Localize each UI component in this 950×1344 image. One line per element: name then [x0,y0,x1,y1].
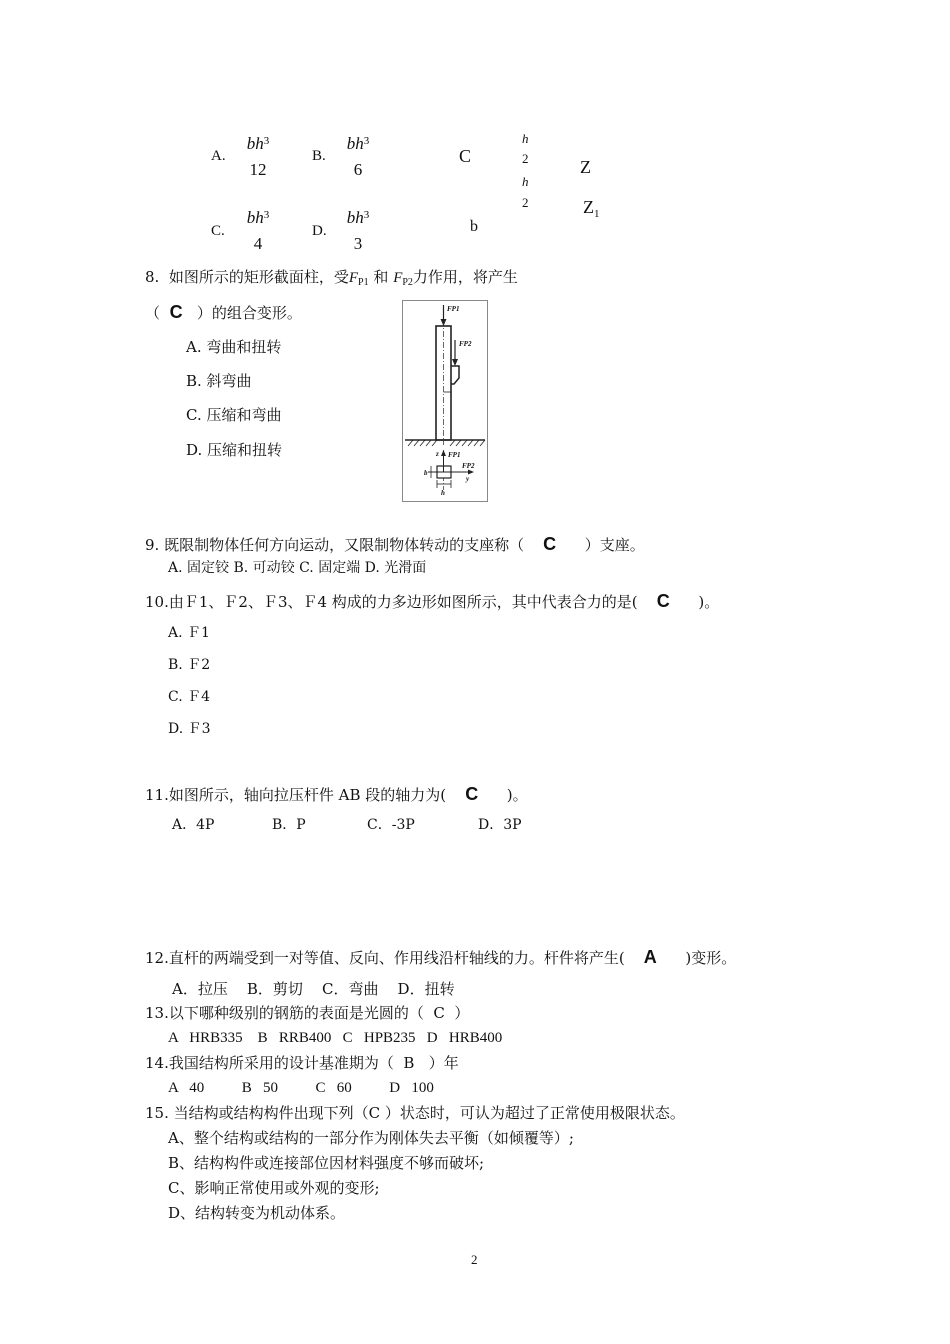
q11-question: 11.如图所示，轴向拉压杆件 AB 段的轴力为( C )。 [145,784,528,804]
q13-question: 13.以下哪种级别的钢筋的表面是光圆的（ C ） [145,1004,470,1022]
q7-figure-label-b: b [470,218,478,235]
q14-options: A 40 B 50 C 60 D 100 [168,1080,434,1096]
q10-option-a: A. Ｆ1 [168,625,210,641]
q7-c-numerator: bh [246,208,264,227]
q8-option-c: C. 压缩和弯曲 [186,406,282,424]
q7-b-denominator: 6 [353,160,363,179]
q7-figure-axis-z: Z [580,157,591,177]
q9-question: 9. 既限制物体任何方向运动，又限制物体转动的支座称（ C ）支座。 [145,534,645,554]
q8-option-d: D. 压缩和扭转 [186,441,283,459]
q7-d-denominator: 3 [353,234,363,253]
q11-option-c: C．-3P [367,817,415,833]
q7-option-b-label: B. [312,148,326,164]
page-number: 2 [471,1252,478,1267]
q7-a-exponent: 3 [263,135,270,147]
fig-label-h: h [441,489,445,497]
fig-label-b: b [424,469,428,477]
q10-option-c: C. Ｆ4 [168,689,211,705]
q7-d-exponent: 3 [363,209,370,221]
q10-option-d: D. Ｆ3 [168,721,211,737]
q12-question: 12.直杆的两端受到一对等值、反向、作用线沿杆轴线的力。杆件将产生( A )变形。 [145,947,737,967]
q8-question: 8. 如图所示的矩形截面柱，受$F_{P1}$ 和 $F_{P2}$力作用，将产生 [145,268,518,288]
q7-option-b-fraction [340,131,376,180]
q14-question: 14.我国结构所采用的设计基准期为（ B ）年 [145,1054,459,1072]
q11-option-d: D．3P [478,817,522,833]
q8-question-line2: （ C ）的组合变形。 [145,302,302,322]
q11-option-b: B．P [272,817,306,833]
q8-option-b: B. 斜弯曲 [186,372,252,390]
q12-answer: A [643,947,657,967]
q9-options: A. 固定铰 B. 可动铰 C. 固定端 D. 光滑面 [168,560,427,576]
q7-option-a-label: A. [211,148,226,164]
q15-option-b: B、结构构件或连接部位因材料强度不够而破坏; [168,1154,485,1172]
q7-figure-label-c: C [459,146,472,166]
q7-option-c-fraction [240,205,276,254]
q15-option-c: C、影响正常使用或外观的变形; [168,1179,380,1197]
q7-b-numerator: bh [346,134,364,153]
q7-a-denominator: 12 [249,160,267,179]
q7-c-denominator: 4 [253,234,263,253]
fig-label-z: z [436,450,439,458]
q12-options: A．拉压 B．剪切 C．弯曲 D．扭转 [172,980,455,998]
q7-a-numerator: bh [246,134,264,153]
q15-option-d: D、结构转变为机动体系。 [168,1204,346,1222]
q11-answer: C [465,784,479,804]
q8-answer: C [169,302,183,322]
q8-option-a: A. 弯曲和扭转 [186,338,282,356]
q7-option-d-label: D. [312,223,327,239]
q7-figure-axis-z1: $Z_1$ [583,197,600,220]
q7-option-a-fraction [240,131,276,180]
q15-question: 15. 当结构或结构构件出现下列（C ）状态时，可认为超过了正常使用极限状态。 [145,1104,685,1122]
q7-option-c-label: C. [211,223,225,239]
fig-label-fp2-bottom: FP2 [462,462,475,470]
q7-figure-2-top: 2 [522,151,529,166]
fig-label-fp1-bottom: FP1 [448,451,461,459]
q13-options: A HRB335 B RRB400 C HPB235 D HRB400 [168,1030,503,1046]
q15-option-a: A、整个结构或结构的一部分作为刚体失去平衡（如倾覆等）; [168,1129,574,1147]
q7-d-numerator: bh [346,208,364,227]
q10-answer: C [656,591,670,611]
fig-label-fp2: FP2 [459,340,472,348]
q8-column-figure [402,300,488,502]
q7-figure-2-bottom: 2 [522,195,529,210]
q9-answer: C [543,534,557,554]
q7-option-d-fraction [340,205,376,254]
q7-figure-h-bottom: h [522,174,529,189]
fig-label-fp1-top: FP1 [447,305,460,313]
q7-figure-h-top: h [522,131,529,146]
q11-option-a: A．4P [172,817,215,833]
q10-question: 10.由Ｆ1、Ｆ2、Ｆ3、Ｆ4 构成的力多边形如图所示，其中代表合力的是( C )。 [145,591,720,611]
q7-b-exponent: 3 [363,135,370,147]
q10-option-b: B. Ｆ2 [168,657,211,673]
fig-label-y: y [466,475,470,483]
q7-c-exponent: 3 [263,209,270,221]
